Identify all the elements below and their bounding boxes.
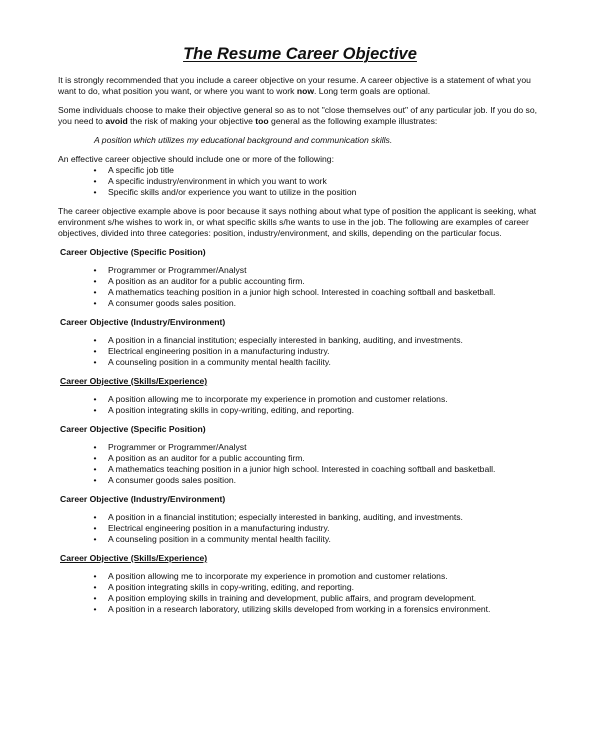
bullet-icon: • xyxy=(93,357,97,367)
section-list xyxy=(58,442,542,486)
bullet-icon: • xyxy=(93,335,97,345)
intro-paragraph xyxy=(58,75,542,97)
list-item-text: A position as an auditor for a public accounting firm. xyxy=(108,276,305,286)
list-item-text: Programmer or Programmer/Analyst xyxy=(108,265,247,275)
list-item-text: A specific industry/environment in which you want to work xyxy=(108,176,327,186)
section-heading: Career Objective (Specific Position) xyxy=(60,424,206,434)
list-item-text: A position as an auditor for a public accounting firm. xyxy=(108,453,305,463)
bullet-icon: • xyxy=(93,464,97,474)
list-item-text: A position in a research laboratory, utilizing skills developed from working in a forensics environment. xyxy=(108,604,491,614)
explanation-paragraph: The career objective example above is poor because it says nothing about what type of position the applicant is seeking, what environment s/he wishes to work in, or what specific skills s/he wants to use in the job. The following are examples of career objectives, divided into three categories: position, industry/environment, and skills, depending on the particular focus. xyxy=(58,206,537,238)
section-heading: Career Objective (Skills/Experience) xyxy=(60,376,208,386)
list-item-text: A consumer goods sales position. xyxy=(108,475,237,485)
bullet-icon: • xyxy=(93,346,97,356)
list-item xyxy=(90,187,542,198)
section-heading: Career Objective (Industry/Environment) xyxy=(60,317,226,327)
list-item-text: A position allowing me to incorporate my experience in promotion and customer relations. xyxy=(108,394,448,404)
intro-text-part-1: It is strongly recommended that you include a career objective on your resume. A career objective is a statement of what you want to do, what position you want, or where you want to work xyxy=(58,75,531,96)
bullet-icon: • xyxy=(93,287,97,297)
list-item xyxy=(90,405,542,416)
list-item-text: A mathematics teaching position in a junior high school. Interested in coaching softball and basketball. xyxy=(108,287,496,297)
objective-sections xyxy=(58,247,542,615)
list-item-text: A position allowing me to incorporate my experience in promotion and customer relations. xyxy=(108,571,448,581)
general-emphasis-avoid: avoid xyxy=(105,116,128,126)
list-item xyxy=(90,523,542,534)
list-item-text: A specific job title xyxy=(108,165,174,175)
section-list xyxy=(58,571,542,615)
bullet-icon: • xyxy=(93,176,97,186)
bullet-icon: • xyxy=(93,604,97,614)
section-heading: Career Objective (Specific Position) xyxy=(60,247,206,257)
section-list xyxy=(58,265,542,309)
list-item-text: A position in a financial institution; especially interested in banking, auditing, and investments. xyxy=(108,512,463,522)
list-item xyxy=(90,346,542,357)
list-item-text: Electrical engineering position in a manufacturing industry. xyxy=(108,523,330,533)
effective-objective-list xyxy=(58,165,542,198)
list-item-text: A counseling position in a community mental health facility. xyxy=(108,357,331,367)
list-item xyxy=(90,464,542,475)
bullet-icon: • xyxy=(93,394,97,404)
list-item-text: A mathematics teaching position in a junior high school. Interested in coaching softball and basketball. xyxy=(108,464,496,474)
section-heading: Career Objective (Skills/Experience) xyxy=(60,553,208,563)
list-item-text: A consumer goods sales position. xyxy=(108,298,237,308)
bullet-icon: • xyxy=(93,475,97,485)
bullet-icon: • xyxy=(93,523,97,533)
list-item xyxy=(90,287,542,298)
list-item xyxy=(90,176,542,187)
general-text-part-2: the risk of making your objective xyxy=(127,116,256,126)
list-item xyxy=(90,475,542,486)
general-text-part-1: Some individuals choose to make their objective general so as to not "close themselves out" of any particular job. If you do so, you need to xyxy=(58,105,538,126)
intro-text-part-2: . Long term goals are optional. xyxy=(314,86,431,96)
list-item-text: A counseling position in a community mental health facility. xyxy=(108,534,331,544)
bullet-icon: • xyxy=(93,442,97,452)
section-list xyxy=(58,335,542,368)
list-item-text: Electrical engineering position in a manufacturing industry. xyxy=(108,346,330,356)
general-objective-paragraph xyxy=(58,105,542,127)
bullet-icon: • xyxy=(93,571,97,581)
list-item xyxy=(90,394,542,405)
list-item-text: Specific skills and/or experience you want to utilize in the position xyxy=(108,187,357,197)
list-item xyxy=(90,357,542,368)
effective-objective-intro: An effective career objective should include one or more of the following: xyxy=(58,154,334,164)
list-item xyxy=(90,593,542,604)
list-item xyxy=(90,298,542,309)
list-item xyxy=(90,453,542,464)
bullet-icon: • xyxy=(93,265,97,275)
section-heading: Career Objective (Industry/Environment) xyxy=(60,494,226,504)
list-item xyxy=(90,265,542,276)
intro-emphasis-now: now xyxy=(296,86,315,96)
list-item-text: A position in a financial institution; especially interested in banking, auditing, and investments. xyxy=(108,335,463,345)
list-item xyxy=(90,604,542,615)
bullet-icon: • xyxy=(93,512,97,522)
bullet-icon: • xyxy=(93,582,97,592)
bullet-icon: • xyxy=(93,276,97,286)
list-item-text: A position integrating skills in copy-writing, editing, and reporting. xyxy=(108,405,355,415)
general-emphasis-too: too xyxy=(255,116,269,126)
list-item xyxy=(90,582,542,593)
list-item-text: Programmer or Programmer/Analyst xyxy=(108,442,247,452)
list-item xyxy=(90,335,542,346)
list-item xyxy=(90,442,542,453)
bullet-icon: • xyxy=(93,453,97,463)
bullet-icon: • xyxy=(93,187,97,197)
bullet-icon: • xyxy=(93,405,97,415)
poor-example-objective: A position which utilizes my educational background and communication skills. xyxy=(94,135,393,145)
bullet-icon: • xyxy=(93,534,97,544)
list-item xyxy=(90,276,542,287)
list-item-text: A position integrating skills in copy-writing, editing, and reporting. xyxy=(108,582,355,592)
general-text-part-3: general as the following example illustrates: xyxy=(268,116,438,126)
section-list xyxy=(58,512,542,545)
bullet-icon: • xyxy=(93,593,97,603)
page-title: The Resume Career Objective xyxy=(183,45,417,63)
list-item xyxy=(90,165,542,176)
list-item xyxy=(90,571,542,582)
list-item xyxy=(90,512,542,523)
bullet-icon: • xyxy=(93,298,97,308)
list-item-text: A position employing skills in training and development, public affairs, and program development. xyxy=(108,593,477,603)
section-list xyxy=(58,394,542,416)
list-item xyxy=(90,534,542,545)
bullet-icon: • xyxy=(93,165,97,175)
